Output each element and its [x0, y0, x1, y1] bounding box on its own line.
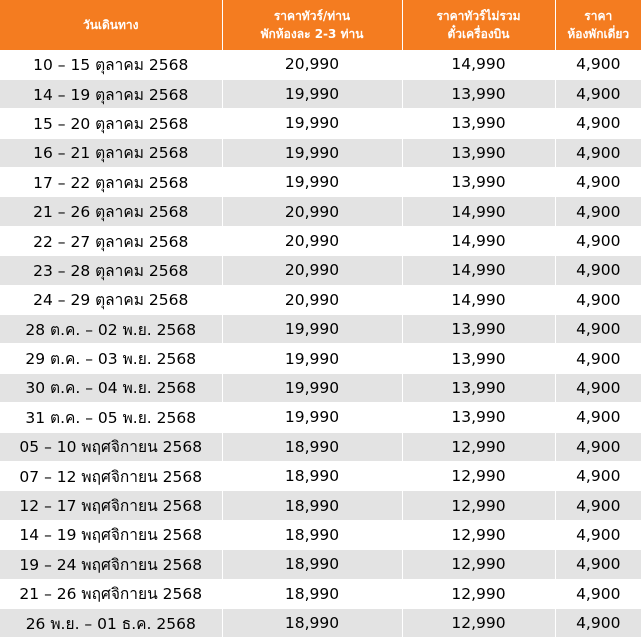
single-room-cell: 4,900 — [555, 491, 641, 520]
header-price-shared-line-2: พักห้องละ 2-3 ท่าน — [260, 27, 364, 41]
header-price-no-flight — [402, 0, 555, 50]
price-shared-cell: 19,990 — [222, 403, 402, 432]
price-shared-cell: 18,990 — [222, 520, 402, 549]
date-cell: 16 – 21 ตุลาคม 2568 — [0, 138, 222, 167]
table-row — [0, 579, 641, 608]
price-shared-cell: 20,990 — [222, 50, 402, 79]
table-row — [0, 168, 641, 197]
table-row — [0, 197, 641, 226]
table-row — [0, 138, 641, 167]
price-no-flight-cell: 12,990 — [402, 520, 555, 549]
single-room-cell: 4,900 — [555, 226, 641, 255]
date-cell: 19 – 24 พฤศจิกายน 2568 — [0, 550, 222, 579]
date-cell: 15 – 20 ตุลาคม 2568 — [0, 109, 222, 138]
price-shared-cell: 20,990 — [222, 285, 402, 314]
header-date-line: วันเดินทาง — [82, 18, 139, 32]
table-row — [0, 461, 641, 490]
date-cell: 30 ต.ค. – 04 พ.ย. 2568 — [0, 373, 222, 402]
date-cell: 28 ต.ค. – 02 พ.ย. 2568 — [0, 315, 222, 344]
price-no-flight-cell: 14,990 — [402, 197, 555, 226]
table-row — [0, 109, 641, 138]
header-single-room — [555, 0, 641, 50]
table-body — [0, 50, 641, 638]
single-room-cell: 4,900 — [555, 461, 641, 490]
price-no-flight-cell: 12,990 — [402, 491, 555, 520]
price-shared-cell: 19,990 — [222, 138, 402, 167]
header-single-room-line-1: ราคา — [584, 9, 613, 23]
table-row — [0, 79, 641, 108]
single-room-cell: 4,900 — [555, 168, 641, 197]
date-cell: 10 – 15 ตุลาคม 2568 — [0, 50, 222, 79]
price-no-flight-cell: 13,990 — [402, 138, 555, 167]
single-room-cell: 4,900 — [555, 344, 641, 373]
price-no-flight-cell: 13,990 — [402, 168, 555, 197]
price-shared-cell: 18,990 — [222, 491, 402, 520]
date-cell: 31 ต.ค. – 05 พ.ย. 2568 — [0, 403, 222, 432]
price-no-flight-cell: 12,990 — [402, 608, 555, 637]
header-single-room-line-2: ห้องพักเดี่ยว — [567, 27, 630, 41]
price-no-flight-cell: 13,990 — [402, 344, 555, 373]
header-date — [0, 0, 222, 50]
single-room-cell: 4,900 — [555, 608, 641, 637]
single-room-cell: 4,900 — [555, 373, 641, 402]
price-no-flight-cell: 14,990 — [402, 226, 555, 255]
price-no-flight-cell: 12,990 — [402, 550, 555, 579]
price-no-flight-cell: 14,990 — [402, 256, 555, 285]
date-cell: 14 – 19 พฤศจิกายน 2568 — [0, 520, 222, 549]
table-row — [0, 520, 641, 549]
price-no-flight-cell: 13,990 — [402, 373, 555, 402]
table-row — [0, 226, 641, 255]
date-cell: 12 – 17 พฤศจิกายน 2568 — [0, 491, 222, 520]
single-room-cell: 4,900 — [555, 520, 641, 549]
header-price-no-flight-line-1: ราคาทัวร์ไม่รวม — [436, 9, 521, 23]
table-header — [0, 0, 641, 50]
single-room-cell: 4,900 — [555, 138, 641, 167]
table-row — [0, 256, 641, 285]
single-room-cell: 4,900 — [555, 285, 641, 314]
price-shared-cell: 20,990 — [222, 226, 402, 255]
price-shared-cell: 18,990 — [222, 432, 402, 461]
header-price-no-flight-line-2: ตั๋วเครื่องบิน — [447, 27, 510, 41]
single-room-cell: 4,900 — [555, 109, 641, 138]
price-no-flight-cell: 13,990 — [402, 79, 555, 108]
table-row — [0, 491, 641, 520]
date-cell: 05 – 10 พฤศจิกายน 2568 — [0, 432, 222, 461]
price-shared-cell: 20,990 — [222, 197, 402, 226]
date-cell: 23 – 28 ตุลาคม 2568 — [0, 256, 222, 285]
table-row — [0, 285, 641, 314]
table-row — [0, 403, 641, 432]
price-shared-cell: 18,990 — [222, 461, 402, 490]
price-shared-cell: 19,990 — [222, 315, 402, 344]
single-room-cell: 4,900 — [555, 432, 641, 461]
date-cell: 29 ต.ค. – 03 พ.ย. 2568 — [0, 344, 222, 373]
single-room-cell: 4,900 — [555, 550, 641, 579]
price-no-flight-cell: 13,990 — [402, 403, 555, 432]
table-row — [0, 315, 641, 344]
price-no-flight-cell: 12,990 — [402, 432, 555, 461]
price-no-flight-cell: 14,990 — [402, 285, 555, 314]
single-room-cell: 4,900 — [555, 579, 641, 608]
price-no-flight-cell: 14,990 — [402, 50, 555, 79]
date-cell: 21 – 26 ตุลาคม 2568 — [0, 197, 222, 226]
table-row — [0, 50, 641, 79]
table-row — [0, 344, 641, 373]
price-shared-cell: 18,990 — [222, 579, 402, 608]
date-cell: 22 – 27 ตุลาคม 2568 — [0, 226, 222, 255]
single-room-cell: 4,900 — [555, 315, 641, 344]
table-row — [0, 432, 641, 461]
date-cell: 21 – 26 พฤศจิกายน 2568 — [0, 579, 222, 608]
price-shared-cell: 18,990 — [222, 550, 402, 579]
price-no-flight-cell: 12,990 — [402, 461, 555, 490]
date-cell: 24 – 29 ตุลาคม 2568 — [0, 285, 222, 314]
single-room-cell: 4,900 — [555, 79, 641, 108]
price-no-flight-cell: 13,990 — [402, 315, 555, 344]
price-shared-cell: 19,990 — [222, 79, 402, 108]
price-no-flight-cell: 12,990 — [402, 579, 555, 608]
price-shared-cell: 19,990 — [222, 109, 402, 138]
price-shared-cell: 19,990 — [222, 168, 402, 197]
price-shared-cell: 20,990 — [222, 256, 402, 285]
header-price-shared — [222, 0, 402, 50]
date-cell: 17 – 22 ตุลาคม 2568 — [0, 168, 222, 197]
date-cell: 14 – 19 ตุลาคม 2568 — [0, 79, 222, 108]
single-room-cell: 4,900 — [555, 403, 641, 432]
header-row — [0, 0, 641, 50]
price-shared-cell: 19,990 — [222, 373, 402, 402]
table-row — [0, 373, 641, 402]
table-row — [0, 550, 641, 579]
price-no-flight-cell: 13,990 — [402, 109, 555, 138]
single-room-cell: 4,900 — [555, 50, 641, 79]
single-room-cell: 4,900 — [555, 197, 641, 226]
price-shared-cell: 18,990 — [222, 608, 402, 637]
header-price-shared-line-1: ราคาทัวร์/ท่าน — [273, 9, 351, 23]
single-room-cell: 4,900 — [555, 256, 641, 285]
table-row — [0, 608, 641, 637]
date-cell: 07 – 12 พฤศจิกายน 2568 — [0, 461, 222, 490]
date-cell: 26 พ.ย. – 01 ธ.ค. 2568 — [0, 608, 222, 637]
price-shared-cell: 19,990 — [222, 344, 402, 373]
